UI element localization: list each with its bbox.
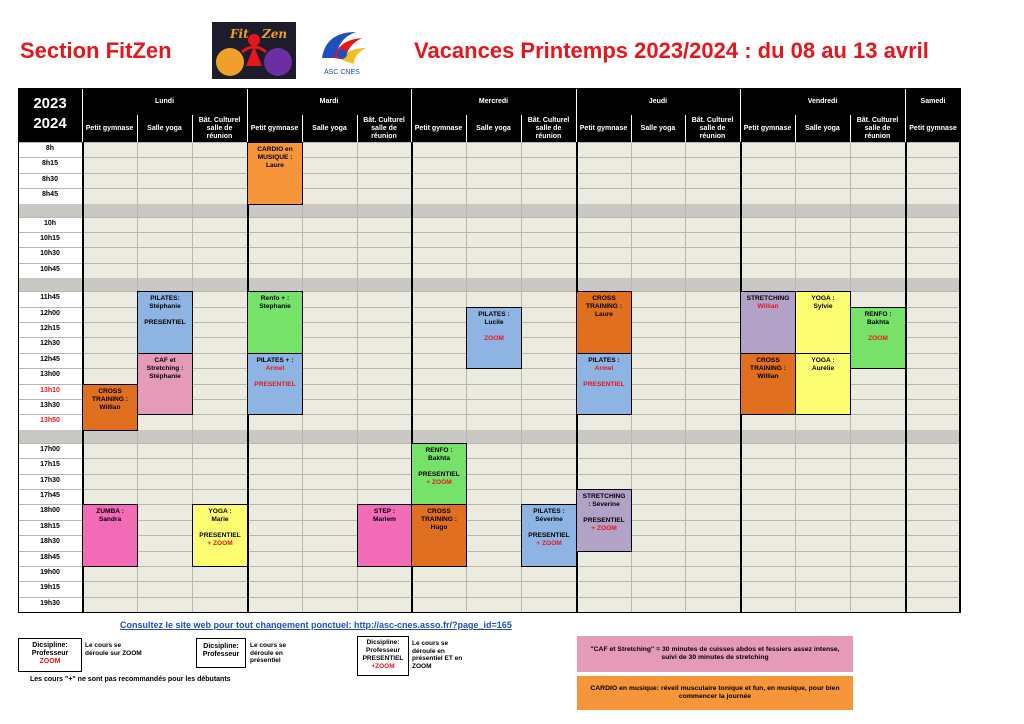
room-header: Petit gymnase (411, 115, 466, 142)
time-label: 19h00 (40, 569, 60, 576)
time-label: 18h00 (40, 507, 60, 515)
class-line (796, 389, 850, 397)
section-title: Section FitZen (20, 38, 172, 63)
class-line: PRESENTIEL (418, 470, 460, 478)
room-header: Salle yoga (631, 115, 685, 142)
class-block-mardi-cardio (247, 142, 303, 205)
room-header: Bât. Culturel salle de réunion (685, 115, 740, 142)
day-header-mercredi: Mercredi (411, 88, 576, 115)
class-line: STRETCHING (582, 493, 626, 500)
class-line (412, 540, 466, 548)
class-line: YOGA : (208, 508, 232, 516)
class-line (138, 381, 192, 389)
class-line (248, 373, 302, 381)
class-line (796, 381, 850, 389)
time-label: 12h00 (40, 309, 60, 317)
class-line (741, 389, 795, 397)
room-header: Salle yoga (466, 115, 521, 142)
class-line (577, 373, 631, 381)
class-block-mercredi-cross (411, 504, 467, 567)
class-block-mercredi-pilates (466, 307, 522, 370)
time-label: 19h15 (40, 584, 60, 592)
time-label: 12h45 (40, 355, 60, 363)
class-line: STRETCHING (746, 295, 790, 303)
class-line (741, 311, 795, 319)
room-header: Petit gymnase (247, 115, 302, 142)
room-header: Petit gymnase (576, 115, 631, 142)
time-label: 17h15 (40, 461, 60, 469)
time-label: 10h45 (40, 265, 60, 273)
asc-cnes-logo (316, 24, 370, 78)
class-line (796, 327, 850, 335)
time-label: 12h15 (40, 325, 60, 332)
class-line: Stephanie (259, 303, 291, 311)
class-line (467, 327, 521, 335)
class-line: + ZOOM (591, 525, 617, 532)
class-line (467, 343, 521, 351)
year-label-start: 2023 (33, 95, 67, 112)
class-line (248, 311, 302, 319)
svg-text:ASC CNES: ASC CNES (324, 69, 360, 76)
class-line (248, 170, 302, 178)
class-line: Lucile (484, 318, 504, 326)
beginner-note: Les cours "+" ne sont pas recommandés pour les débutants (30, 676, 231, 683)
time-label: 10h15 (40, 235, 60, 242)
time-label: 8h30 (42, 175, 58, 183)
class-line: Sylvie (813, 303, 833, 311)
day-header-mardi: Mardi (247, 88, 411, 115)
class-line (796, 373, 850, 381)
class-line (358, 540, 411, 548)
class-line: Willian (757, 303, 779, 311)
class-line (193, 524, 247, 532)
class-line: : Séverine (588, 501, 620, 508)
class-line: Hugo (430, 524, 448, 532)
class-line (851, 343, 905, 351)
class-line: Armel (265, 364, 285, 372)
website-link[interactable]: Consultez le site web pour tout changement ponctuel: http://asc-cnes.asso.fr/?page_id=165 (120, 620, 512, 630)
room-header: Bât. Culturel salle de réunion (357, 115, 411, 142)
class-line: TRAINING : (586, 303, 622, 311)
class-line: Séverine (535, 516, 563, 524)
class-line (412, 463, 466, 471)
class-line (138, 327, 192, 335)
legend-presentiel-text: Le cours se déroule en présentiel (250, 642, 287, 664)
time-label: 13h30 (40, 402, 60, 409)
class-line: Renfo + : (260, 295, 290, 303)
class-line: PRESENTIEL (583, 380, 625, 388)
class-line: CARDIO en (257, 146, 293, 153)
class-line: CROSS (592, 295, 616, 303)
room-header: Bât. Culturel salle de réunion (850, 115, 905, 142)
class-line: PILATES + : (256, 356, 294, 364)
class-line: Sandra (98, 516, 122, 524)
legend-presentiel-box: Dicsipline: Professeur (196, 638, 246, 668)
class-line (412, 532, 466, 540)
class-line: PILATES : (478, 310, 510, 318)
class-line: STEP : (373, 508, 396, 516)
class-line: TRAINING : (750, 364, 786, 372)
class-line: TRAINING : (92, 395, 128, 403)
class-line: PRESENTIEL (583, 517, 625, 524)
class-line (248, 327, 302, 335)
time-label: 8h45 (42, 191, 58, 199)
class-line (248, 389, 302, 397)
class-line: PRESENTIEL (199, 532, 241, 540)
class-line: ZUMBA : (96, 508, 124, 516)
class-line (796, 319, 850, 327)
time-label: 11h45 (40, 294, 60, 302)
class-block-vendredi-yoga1 (795, 291, 851, 354)
room-header: Salle yoga (137, 115, 192, 142)
class-line: Bakhta (867, 318, 889, 326)
class-line: Armel (594, 364, 614, 372)
year-label-end: 2024 (33, 115, 67, 132)
time-label: 17h30 (40, 476, 60, 484)
day-header-jeudi: Jeudi (576, 88, 740, 115)
time-label: 8h15 (42, 160, 58, 168)
class-block-mardi-pilates (247, 353, 303, 416)
class-block-mercredi-renfo (411, 443, 467, 506)
class-block-lundi-caf (137, 353, 193, 416)
legend-hybrid-box: Dicsipline: Professeur PRESENTIEL +ZOOM (357, 636, 409, 676)
class-block-mercredi-pilates2 (521, 504, 577, 567)
class-line: Laure (266, 162, 284, 169)
class-line (138, 389, 192, 397)
class-line (741, 327, 795, 335)
class-line (83, 540, 137, 548)
time-label: 8h (45, 145, 55, 152)
period-title: Vacances Printemps 2023/2024 : du 08 au 13 avril (414, 38, 929, 63)
class-block-lundi-pilates (137, 291, 193, 354)
class-block-lundi-cross (82, 384, 138, 431)
time-label: 13h00 (40, 371, 60, 379)
class-line: + ZOOM (207, 540, 233, 548)
class-line: Bakhta (428, 454, 450, 462)
time-label: 12h30 (40, 340, 60, 348)
legend-zoom-text: Le cours se déroule sur ZOOM (85, 642, 142, 657)
day-header-samedi: Samedi (905, 88, 961, 115)
caf-info-box: "CAF et Stretching" = 30 minutes de cuisses abdos et fessiers assez intense, suivi de 30 minutes de stretching (577, 636, 853, 672)
class-line: PILATES: (150, 295, 180, 303)
time-label: 18h30 (40, 538, 60, 546)
class-block-mardi-renfo (247, 291, 303, 354)
class-block-jeudi-cross (576, 291, 632, 354)
room-header: Salle yoga (795, 115, 850, 142)
class-line: + ZOOM (426, 478, 452, 486)
cardio-info-box: CARDIO en musique: réveil musculaire tonique et fun, en musique, pour bien commencer la journée (577, 676, 853, 710)
class-line: TRAINING : (421, 516, 457, 524)
class-line: ZOOM (484, 334, 504, 342)
class-line: PILATES : (533, 508, 565, 516)
room-header: Petit gymnase (740, 115, 795, 142)
class-line: PRESENTIEL (254, 380, 296, 388)
day-header-vendredi: Vendredi (740, 88, 905, 115)
class-block-vendredi-renfo (850, 307, 906, 370)
day-header-lundi: Lundi (82, 88, 247, 115)
class-line: PRESENTIEL (528, 532, 570, 540)
class-block-lundi-yoga (192, 504, 248, 567)
class-line: Stretching : (146, 364, 184, 372)
legend-zoom-box: Dicsipline: Professeur ZOOM (18, 638, 82, 672)
fitzen-logo (212, 22, 296, 79)
class-block-lundi-zumba (82, 504, 138, 567)
room-header: Petit gymnase (82, 115, 137, 142)
svg-text:Fit: Fit (230, 27, 249, 41)
class-line (248, 178, 302, 186)
class-line: Willian (99, 403, 121, 411)
class-line: CROSS (427, 508, 451, 516)
class-line (577, 509, 631, 517)
class-line (577, 319, 631, 327)
class-line: CROSS (756, 356, 780, 364)
class-line: PRESENTIEL (144, 319, 186, 327)
timetable (18, 88, 961, 615)
class-line: ZOOM (868, 334, 888, 342)
class-line: YOGA : (811, 356, 835, 364)
class-line (741, 381, 795, 389)
time-label: 13h50 (40, 417, 60, 425)
room-header: Bât. Culturel salle de réunion (521, 115, 576, 142)
legend-hybrid-text: Le cours se déroule en présentiel ET en ZOOM (412, 640, 463, 670)
class-line: PILATES : (588, 356, 620, 364)
class-line (577, 327, 631, 335)
class-line: YOGA : (811, 295, 835, 303)
class-line: Stéphanie (149, 372, 181, 380)
class-block-vendredi-stretching (740, 291, 796, 354)
class-line (577, 389, 631, 397)
class-line: CAF et (154, 356, 176, 364)
class-line: Stéphanie (149, 303, 181, 311)
class-line (741, 319, 795, 327)
time-label: 10h30 (40, 250, 60, 258)
class-line (358, 532, 411, 540)
time-label: 18h15 (40, 522, 60, 530)
room-header: Salle yoga (302, 115, 357, 142)
class-block-jeudi-pilates (576, 353, 632, 416)
class-line: Marie (211, 516, 229, 524)
class-line: Willian (757, 372, 779, 380)
svg-text:Zen: Zen (262, 27, 288, 41)
class-line: RENFO : (425, 446, 453, 454)
class-line (83, 524, 137, 532)
room-header: Bât. Culturel salle de réunion (192, 115, 247, 142)
class-line (796, 311, 850, 319)
class-line (83, 532, 137, 540)
time-label: 17h00 (40, 445, 60, 453)
room-header: Petit gymnase (905, 115, 961, 142)
class-line: Laure (595, 311, 613, 319)
class-line: MUSIQUE : (257, 154, 293, 161)
class-line (138, 311, 192, 319)
class-block-mardi-step (357, 504, 412, 567)
class-line: + ZOOM (536, 540, 562, 548)
class-line: CROSS (98, 387, 122, 395)
class-line: Aurélie (811, 364, 835, 372)
class-block-vendredi-cross (740, 353, 796, 416)
time-label: 17h45 (40, 492, 60, 499)
time-label: 18h45 (40, 553, 60, 561)
class-line (248, 319, 302, 327)
class-line (83, 412, 137, 420)
class-line: RENFO : (864, 310, 892, 318)
class-line: Mariem (372, 516, 397, 524)
class-block-vendredi-yoga2 (795, 353, 851, 416)
time-label: 19h30 (40, 599, 60, 607)
class-block-jeudi-stretching (576, 489, 632, 552)
class-line (851, 327, 905, 335)
class-line (358, 524, 411, 532)
time-label: 13h10 (40, 386, 60, 394)
class-line (83, 420, 137, 428)
time-label: 10h (43, 219, 57, 227)
class-line (522, 524, 576, 532)
